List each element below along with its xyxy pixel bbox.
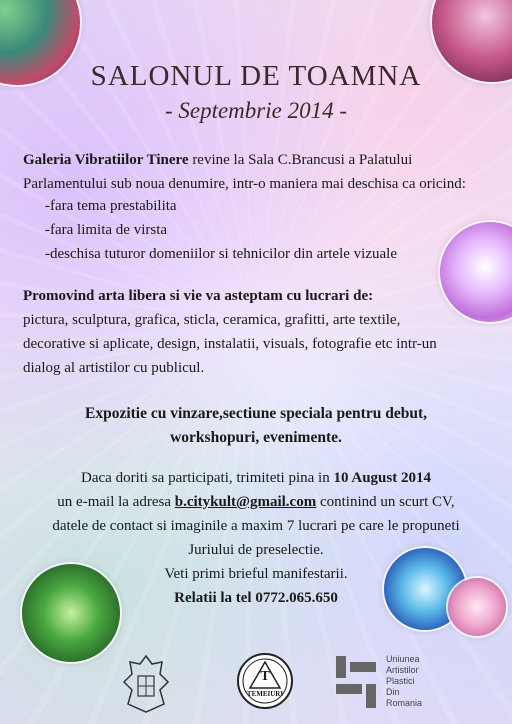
contact-block [0,466,512,610]
contact-line-1: Daca doriti sa participati, trimiteti pina in [81,470,334,486]
page-subtitle: - Septembrie 2014 - [164,98,348,123]
bullet-2: -fara limita de virsta [45,222,168,238]
temeiuri-label: TEMEIURI [246,690,284,698]
phone-line: Relatii la tel 0772.065.650 [174,590,338,606]
promo-line-3: dialog al artistilor cu publicul. [23,360,205,376]
temeiuri-letter: T [260,669,270,684]
promo-heading: Promovind arta libera si vie va asteptam cu lucrari de: [23,288,374,304]
promo-line-2: decorative si aplicate, design, instalatii, visuals, fotografie etc intr-un [23,336,437,352]
expo-block [0,402,512,450]
uap-line-3: Plastici [386,676,415,686]
intro-paragraph [23,148,493,196]
contact-line-4: Juriului de preselectie. [188,542,324,558]
expo-line-2: workshopuri, evenimente. [170,429,342,446]
uap-text [386,654,422,709]
coat-of-arms-icon [118,652,174,716]
uap-line-5: Romania [386,698,423,708]
intro-line-2: Parlamentului sub noua denumire, intr-o maniera mai deschisa ca oricind: [23,176,466,192]
page-title: SALONUL DE TOAMNA [90,60,422,92]
contact-line-2: un e-mail la adresa [57,494,175,510]
email-link[interactable]: b.citykult@gmail.com [174,494,317,510]
uap-line-1: Uniunea [386,654,420,664]
promo-line-1: pictura, sculptura, grafica, sticla, ceramica, grafitti, arte textile, [23,312,401,328]
expo-line-1: Expozitie cu vinzare,sectiune speciala pentru debut, [85,405,427,422]
contact-line-3: datele de contact si imaginile a maxim 7 lucrari pe care le propuneti [52,518,460,534]
gallery-name: Galeria Vibratiilor Tinere [23,152,189,168]
uap-line-4: Din [386,687,400,697]
contact-line-2-post: continind un scurt CV, [316,494,455,510]
bullet-1: -fara tema prestabilita [45,198,177,214]
deadline-date: 10 August 2014 [333,470,431,486]
temeiuri-logo [236,652,294,710]
uap-logo-icon [332,654,380,710]
contact-line-5: Veti primi brieful manifestarii. [164,566,348,582]
uap-line-2: Artistilor [386,665,419,675]
intro-text: revine la Sala C.Brancusi a Palatului [188,152,413,168]
promo-paragraph [23,284,493,380]
bullet-3: -deschisa tuturor domeniilor si tehnicilor din artele vizuale [45,246,397,262]
